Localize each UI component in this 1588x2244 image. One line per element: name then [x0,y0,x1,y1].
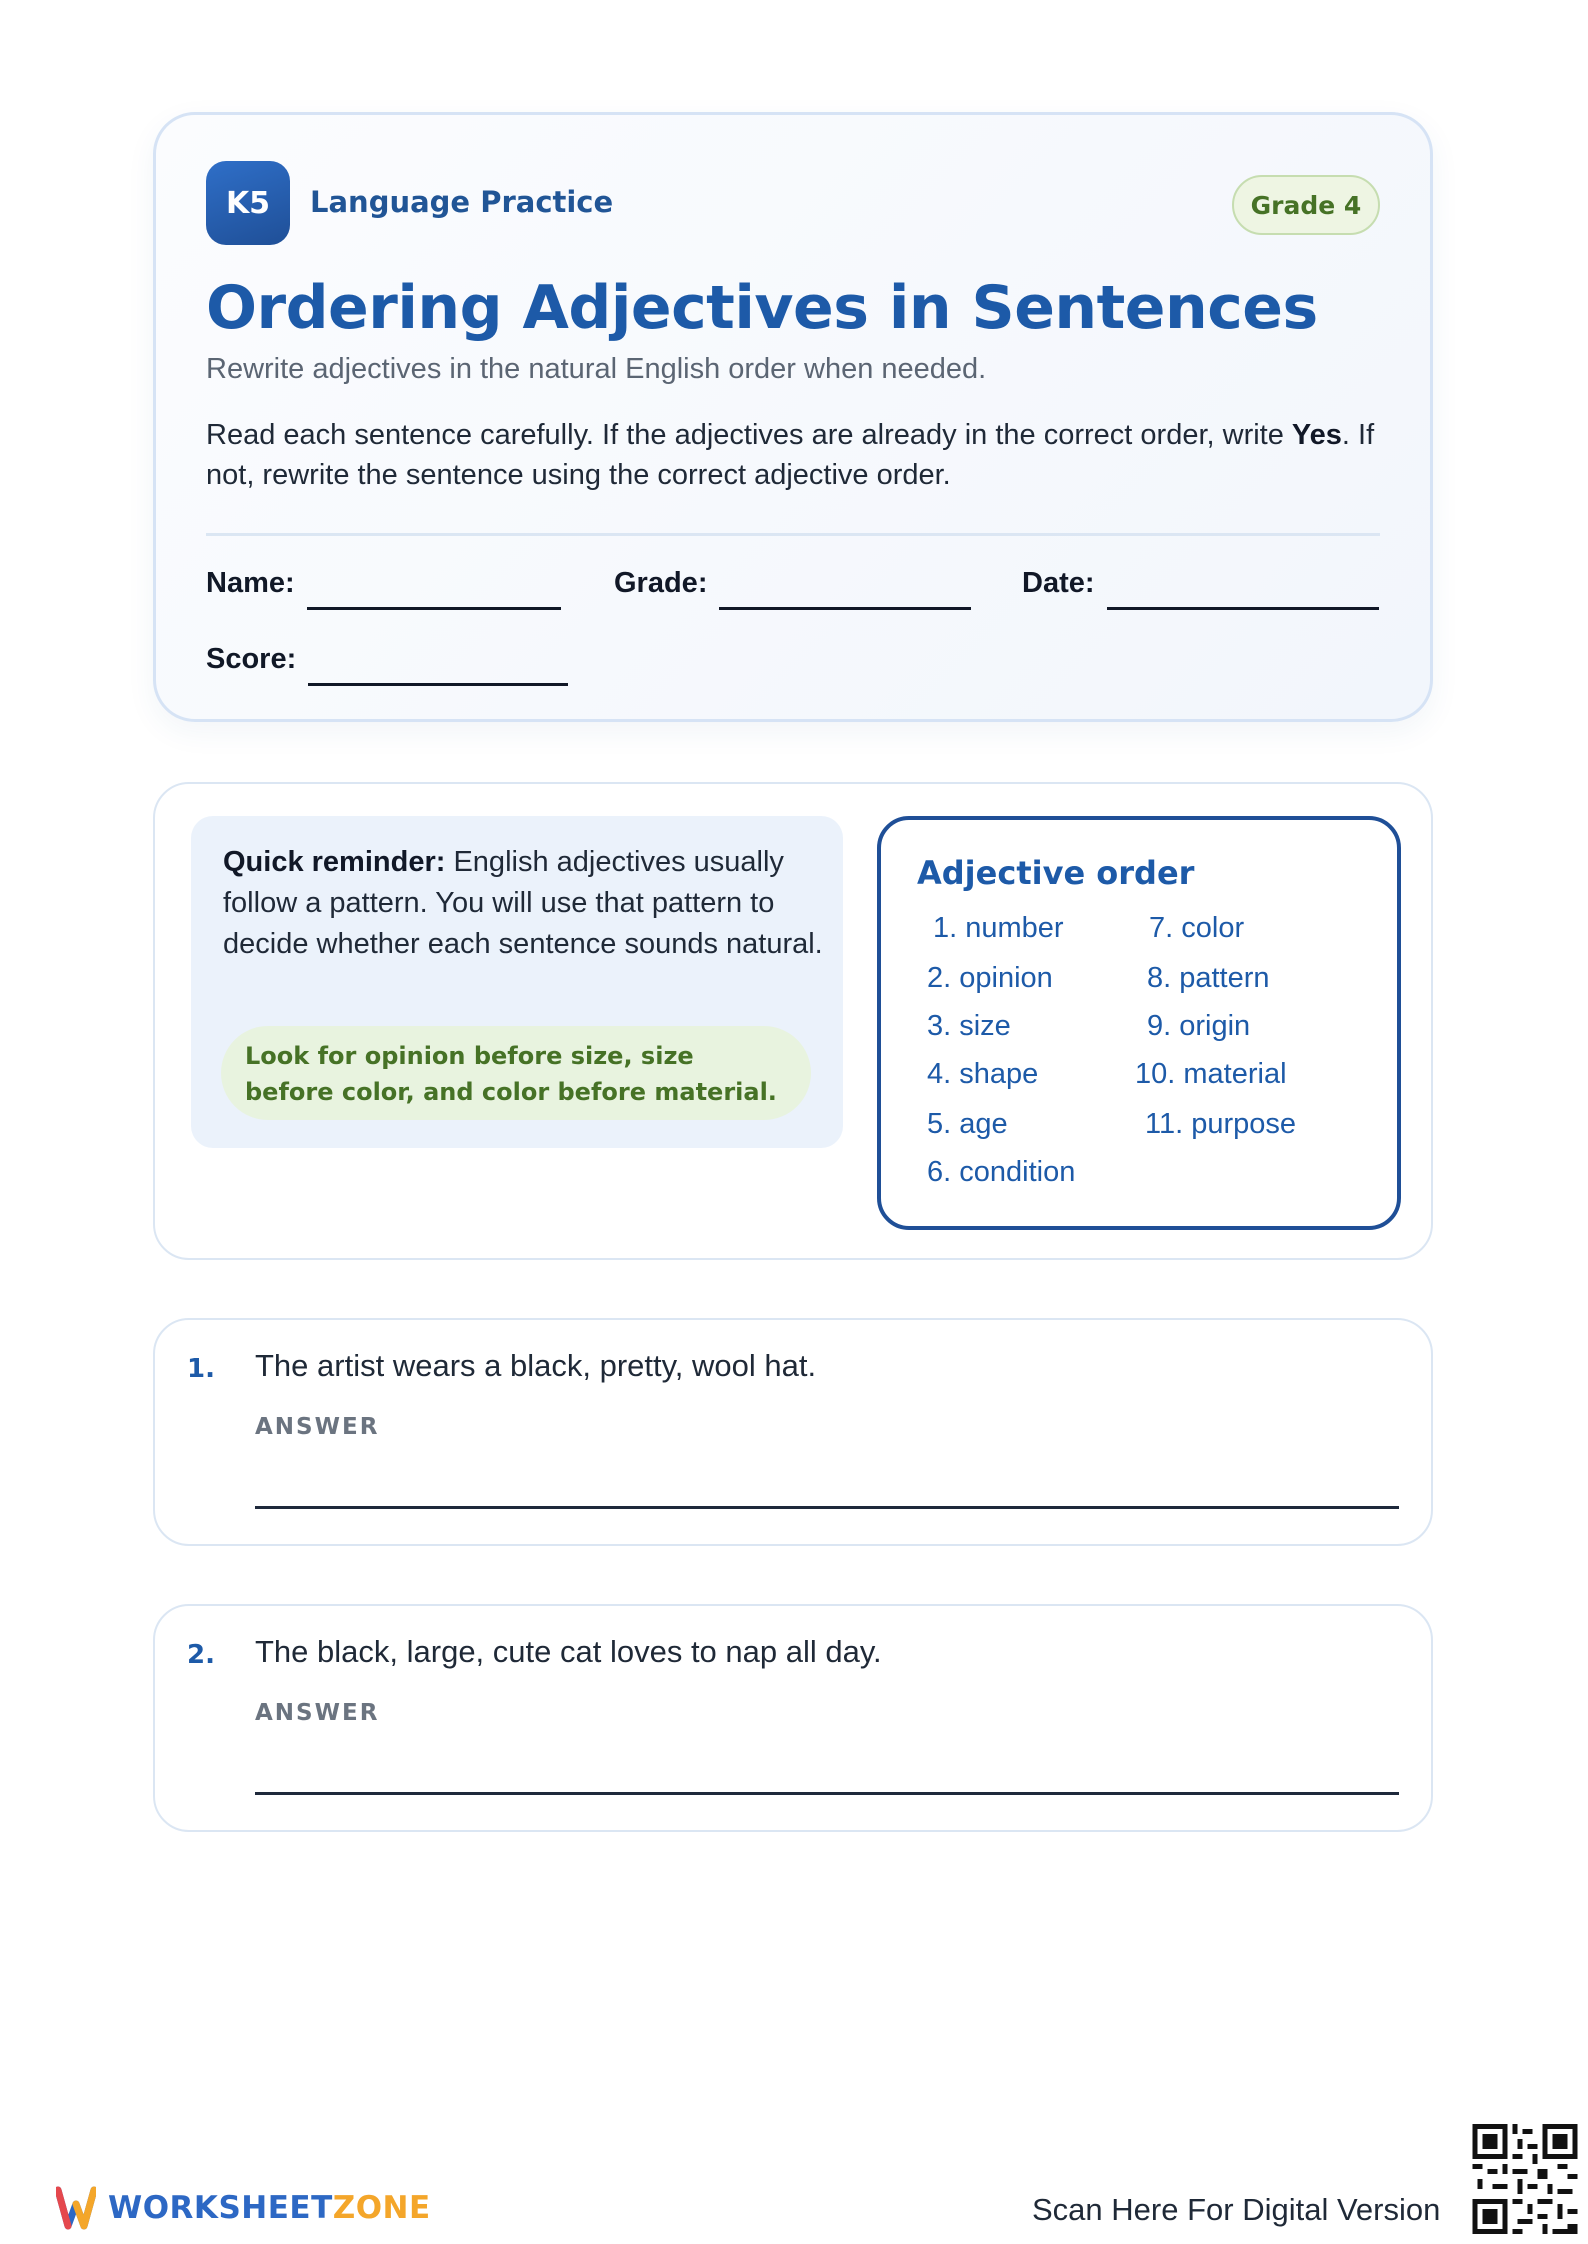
logo-text-worksheet: WORKSHEET [108,2190,333,2226]
question-text: The black, large, cute cat loves to nap all day. [255,1634,882,1669]
instructions-text-1: Read each sentence carefully. If the adjectives are already in the correct order, write [206,419,1292,451]
order-item: 10. material [1135,1058,1287,1090]
header-divider [206,533,1380,536]
worksheet-header-card [153,112,1433,722]
order-item: 5. age [927,1108,1008,1140]
order-item: 9. origin [1147,1010,1251,1042]
order-item: 8. pattern [1147,962,1270,994]
reminder-text [223,842,823,965]
page-title: Ordering Adjectives in Sentences [206,273,1318,343]
grade-blank-line[interactable] [719,607,971,610]
instructions [206,415,1406,495]
logo-w-icon [56,2186,96,2230]
date-field[interactable] [1022,567,1379,600]
order-item: 4. shape [927,1058,1039,1090]
order-item: 7. color [1149,912,1245,944]
question-number: 1. [187,1354,215,1384]
order-item: 1. number [933,912,1064,944]
reminder-bold-label: Quick reminder: [223,846,446,878]
name-blank-line[interactable] [307,607,561,610]
grade-field[interactable] [614,567,971,600]
answer-line[interactable] [255,1792,1399,1795]
score-label: Score: [206,643,297,675]
instructions-bold: Yes [1291,419,1342,451]
worksheetzone-logo[interactable] [56,2186,431,2230]
name-label: Name: [206,567,295,599]
grade-label: Grade: [614,567,708,599]
question-number: 2. [187,1640,215,1670]
score-field[interactable] [206,643,568,676]
order-item: 3. size [927,1010,1011,1042]
qr-code-icon[interactable] [1472,2124,1578,2234]
name-field[interactable] [206,567,561,600]
k5-logo-badge: K5 [206,161,290,245]
grade-badge: Grade 4 [1232,175,1380,235]
question-text: The artist wears a black, pretty, wool hat. [255,1348,817,1383]
question-card-2 [153,1604,1433,1832]
reminder-card [153,782,1433,1260]
answer-label: ANSWER [255,1700,380,1726]
adjective-order-title: Adjective order [917,854,1195,892]
adjective-order-box [877,816,1401,1230]
answer-line[interactable] [255,1506,1399,1509]
order-item: 6. condition [927,1156,1076,1188]
scan-caption: Scan Here For Digital Version [1032,2192,1441,2227]
quick-reminder-box [191,816,843,1148]
score-blank-line[interactable] [308,683,568,686]
tip-pill: Look for opinion before size, size before color, and color before material. [221,1026,811,1120]
instructions-text-2: . If not, rewrite the sentence using the correct adjective order. [206,419,1375,491]
date-label: Date: [1022,567,1095,599]
page-subtitle: Rewrite adjectives in the natural English order when needed. [206,353,987,385]
reminder-body: English adjectives usually follow a pattern. You will use that pattern to decide whether each sentence sounds natural. [223,846,823,960]
order-item: 2. opinion [927,962,1053,994]
question-card-1 [153,1318,1433,1546]
date-blank-line[interactable] [1107,607,1379,610]
logo-text-zone: ZONE [332,2190,431,2226]
brand-label: Language Practice [310,185,614,219]
answer-label: ANSWER [255,1414,380,1440]
order-item: 11. purpose [1145,1108,1297,1140]
